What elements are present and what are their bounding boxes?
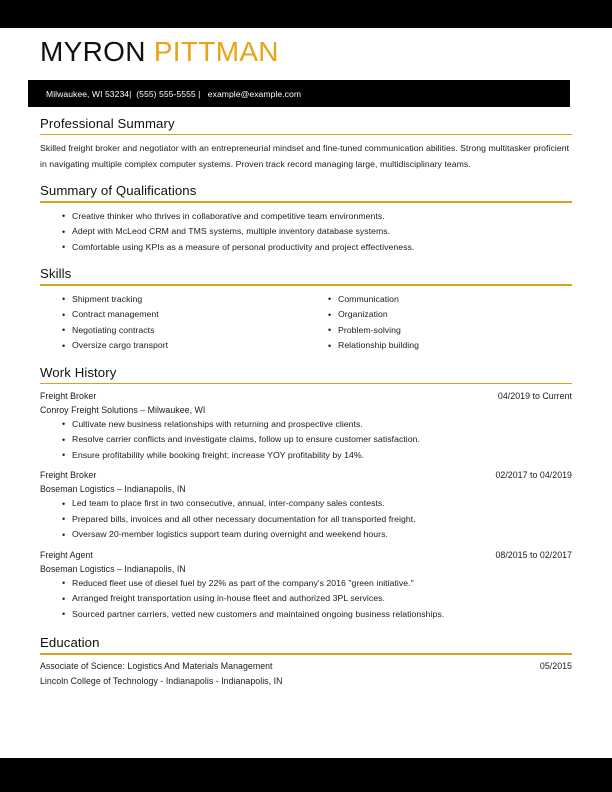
section-divider — [40, 653, 572, 654]
job-dates: 08/2015 to 02/2017 — [495, 549, 572, 560]
professional-summary-text: Skilled freight broker and negotiator with an entrepreneurial mindset and fine-tuned communication abilities. Strong multitasker proficient in navigating multiple complex computer systems. Proven track record managing large, multidisciplinary teams. — [40, 143, 570, 169]
section-professional-summary — [40, 116, 572, 172]
list-item: • Cultivate new business relationships with returning and prospective clients. — [62, 417, 572, 432]
work-history-entry — [40, 470, 572, 542]
job-header — [40, 550, 572, 560]
education-degree: Associate of Science: Logistics And Materials Management — [40, 660, 273, 671]
section-skills — [40, 266, 572, 353]
section-divider — [40, 201, 572, 202]
section-education — [40, 635, 572, 685]
job-bullets — [40, 576, 572, 622]
list-item: • Ensure profitability while booking freight; increase YOY profitability by 14%. — [62, 448, 572, 463]
section-title-skills: Skills — [40, 266, 72, 282]
job-dates: 02/2017 to 04/2019 — [495, 470, 572, 481]
list-item: • Prepared bills, invoices and all other necessary documentation for all transported freight. — [62, 512, 572, 527]
resume-body — [0, 116, 612, 686]
list-item: • Comfortable using KPIs as a measure of personal productivity and project effectiveness. — [62, 240, 572, 255]
qualifications-list — [40, 209, 572, 255]
section-divider — [40, 284, 572, 285]
candidate-name — [0, 28, 612, 66]
work-history-entry — [40, 550, 572, 622]
job-company: Boseman Logistics – Indianapolis, IN — [40, 563, 186, 574]
list-item: • Relationship building — [328, 338, 572, 353]
list-item: • Oversaw 20-member logistics support team during overnight and weekend hours. — [62, 527, 572, 542]
job-title: Freight Broker — [40, 470, 97, 481]
first-name: MYRON — [40, 36, 146, 67]
skills-column-right — [306, 292, 572, 354]
job-company: Conroy Freight Solutions – Milwaukee, WI — [40, 404, 206, 415]
section-summary-of-qualifications — [40, 183, 572, 255]
section-title-education: Education — [40, 635, 100, 651]
list-item: • Communication — [328, 292, 572, 307]
skills-list-right — [306, 292, 572, 354]
job-header — [40, 470, 572, 480]
list-item: • Negotiating contracts — [62, 323, 306, 338]
list-item: • Arranged freight transportation using in-house fleet and authorized 3PL services. — [62, 591, 572, 606]
top-black-banner — [0, 0, 612, 28]
list-item: • Sourced partner carriers, vetted new customers and maintained ongoing business relationships. — [62, 607, 572, 622]
job-company: Boseman Logistics – Indianapolis, IN — [40, 484, 186, 495]
skills-columns — [40, 292, 572, 354]
list-item: • Contract management — [62, 307, 306, 322]
list-item: • Resolve carrier conflicts and investigate claims, follow up to ensure customer satisfaction. — [62, 432, 572, 447]
skills-column-left — [40, 292, 306, 354]
contact-line: Milwaukee, WI 53234| (555) 555-5555 | example@example.com — [46, 88, 302, 99]
bottom-black-banner — [0, 758, 612, 792]
contact-bar — [28, 80, 570, 107]
last-name: PITTMAN — [153, 36, 279, 67]
job-header — [40, 391, 572, 401]
education-entry-header — [40, 661, 572, 671]
education-school: Lincoln College of Technology - Indianapolis - Indianapolis, IN — [40, 675, 283, 686]
section-title-summary-of-qualifications: Summary of Qualifications — [40, 183, 197, 199]
education-date: 05/2015 — [539, 660, 572, 671]
list-item: • Creative thinker who thrives in collaborative and competitive team environments. — [62, 209, 572, 224]
skills-list-left — [40, 292, 306, 354]
section-work-history — [40, 365, 572, 623]
section-divider — [40, 134, 572, 135]
job-title: Freight Agent — [40, 549, 93, 560]
resume-content — [0, 28, 612, 686]
list-item: • Led team to place first in two consecutive, annual, inter-company sales contests. — [62, 496, 572, 511]
list-item: • Oversize cargo transport — [62, 338, 306, 353]
list-item: • Adept with McLeod CRM and TMS systems, multiple inventory database systems. — [62, 224, 572, 239]
job-bullets — [40, 417, 572, 463]
list-item: • Shipment tracking — [62, 292, 306, 307]
section-divider — [40, 383, 572, 384]
job-bullets — [40, 496, 572, 542]
list-item: • Problem-solving — [328, 323, 572, 338]
job-dates: 04/2019 to Current — [497, 390, 572, 401]
list-item: • Organization — [328, 307, 572, 322]
job-title: Freight Broker — [40, 390, 97, 401]
section-title-work-history: Work History — [40, 364, 117, 380]
section-title-professional-summary: Professional Summary — [40, 116, 175, 131]
work-history-entry — [40, 391, 572, 463]
list-item: • Reduced fleet use of diesel fuel by 22% as part of the company's 2016 "green initiative." — [62, 576, 572, 591]
